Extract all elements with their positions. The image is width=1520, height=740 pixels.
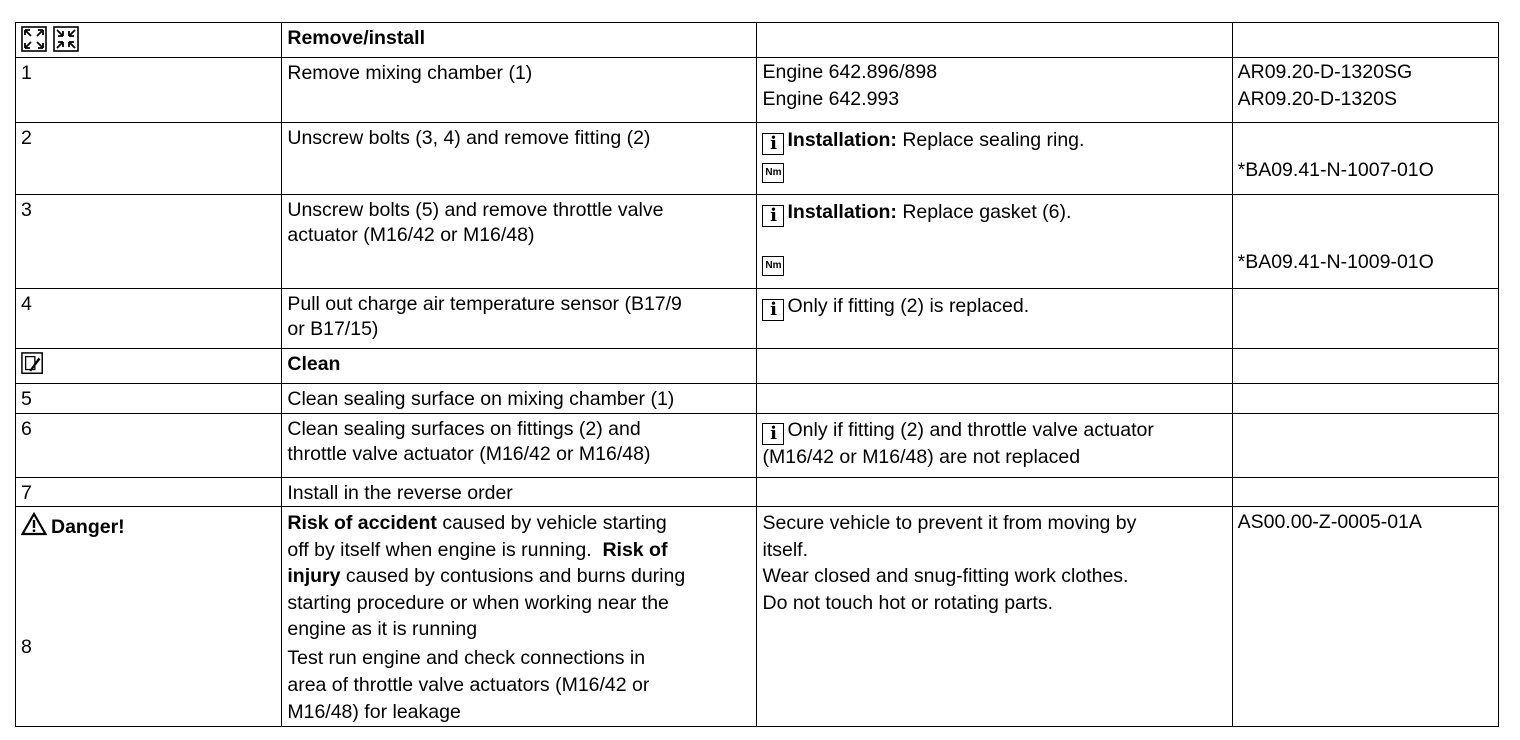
step-text: Clean sealing surface on mixing chamber (1): [282, 384, 757, 414]
step-text: Unscrew bolts (5) and remove throttle valve actuator (M16/42 or M16/48): [282, 195, 757, 289]
info-icon[interactable]: i: [762, 299, 784, 321]
step-number: 7: [16, 478, 282, 507]
reference-cell: [1232, 195, 1498, 289]
installation-label: Installation:: [787, 201, 897, 223]
table-row: [16, 384, 1499, 414]
danger-label: Danger!: [51, 516, 125, 538]
step-text: Test run engine and check connections in: [287, 646, 646, 669]
info-icon[interactable]: i: [762, 133, 784, 155]
info-icon[interactable]: i: [762, 423, 784, 445]
danger-cell: [16, 507, 282, 727]
step-number: 6: [16, 414, 282, 478]
empty-cell: [1232, 384, 1498, 414]
reference-cell: [1232, 58, 1498, 123]
info-cell: [757, 123, 1232, 195]
table-row: [16, 23, 1499, 58]
table-row: [16, 58, 1499, 123]
step-text: area of throttle valve actuators (M16/42 or: [287, 674, 650, 696]
step-text: Pull out charge air temperature sensor (B17/9 or B17/15): [282, 289, 757, 349]
reference-link[interactable]: AR09.20-D-1320S: [1237, 87, 1397, 110]
step-text: Unscrew bolts (3, 4) and remove fitting (2): [282, 123, 757, 195]
reference-link[interactable]: AS00.00-Z-0005-01A: [1237, 511, 1422, 533]
expand-icon[interactable]: [21, 26, 47, 52]
table-row: [16, 289, 1499, 349]
table-row: [16, 123, 1499, 195]
step-number: 3: [16, 195, 282, 289]
info-cell: [757, 289, 1232, 349]
reference-link[interactable]: AR09.20-D-1320SG: [1237, 61, 1413, 83]
info-cell: [757, 414, 1232, 478]
danger-text: Risk of accident caused by vehicle starting off by itself when engine is running. Risk of injury caused by contusions and burns during starting procedure or when working near the engine as it is running Test run engine and check connections in area of throttle valve actuators (M16/42 or M16/48) for leakage: [282, 507, 757, 727]
safety-info-cell: Secure vehicle to prevent it from moving by itself. Wear closed and snug-fitting work clothes. Do not touch hot or rotating parts.: [757, 507, 1232, 727]
reference-cell: [1232, 123, 1498, 195]
reference-cell: [1232, 507, 1498, 727]
clean-icon[interactable]: [21, 352, 45, 376]
table-row: [16, 507, 1499, 727]
section-title: Clean: [282, 349, 757, 384]
section-title: Remove/install: [282, 23, 757, 58]
info-text: Replace gasket (6).: [902, 201, 1072, 223]
empty-cell: [757, 349, 1232, 384]
step-number: 5: [16, 384, 282, 414]
info-cell: [757, 195, 1232, 289]
empty-cell: [1232, 349, 1498, 384]
torque-icon[interactable]: Nm: [762, 163, 784, 183]
info-line: Engine 642.993: [762, 87, 900, 110]
reference-link[interactable]: *BA09.41-N-1007-01O: [1237, 159, 1434, 181]
step-number: 1: [16, 58, 282, 123]
step-text: Remove mixing chamber (1): [282, 58, 757, 123]
info-icon[interactable]: i: [762, 205, 784, 227]
info-text: Only if fitting (2) is replaced.: [787, 295, 1030, 317]
empty-cell: [1232, 23, 1498, 58]
empty-cell: [1232, 289, 1498, 349]
empty-cell: [757, 384, 1232, 414]
step-text: Install in the reverse order: [282, 478, 757, 507]
empty-cell: [1232, 414, 1498, 478]
step-text: M16/48) for leakage: [287, 700, 461, 723]
info-cell: [757, 58, 1232, 123]
table-row: [16, 414, 1499, 478]
procedure-table: [15, 22, 1499, 727]
installation-label: Installation:: [787, 129, 897, 151]
empty-cell: [757, 23, 1232, 58]
step-number: 4: [16, 289, 282, 349]
step-number: 8: [21, 636, 32, 658]
table-row: [16, 349, 1499, 384]
info-line: Engine 642.896/898: [762, 61, 938, 83]
empty-cell: [1232, 478, 1498, 507]
toolbar-cell: [16, 23, 282, 58]
info-text: Only if fitting (2) and throttle valve actuator: [787, 419, 1154, 441]
warning-triangle-icon: [21, 512, 47, 536]
reference-link[interactable]: *BA09.41-N-1009-01O: [1237, 251, 1434, 273]
table-row: [16, 478, 1499, 507]
collapse-icon[interactable]: [53, 26, 79, 52]
torque-icon[interactable]: Nm: [762, 256, 784, 276]
step-text: Clean sealing surfaces on fittings (2) and throttle valve actuator (M16/42 or M16/48): [282, 414, 757, 478]
table-row: [16, 195, 1499, 289]
info-text: Replace sealing ring.: [902, 129, 1085, 151]
info-text: (M16/42 or M16/48) are not replaced: [762, 446, 1081, 468]
step-number: 2: [16, 123, 282, 195]
empty-cell: [757, 478, 1232, 507]
clean-cell: [16, 349, 282, 384]
